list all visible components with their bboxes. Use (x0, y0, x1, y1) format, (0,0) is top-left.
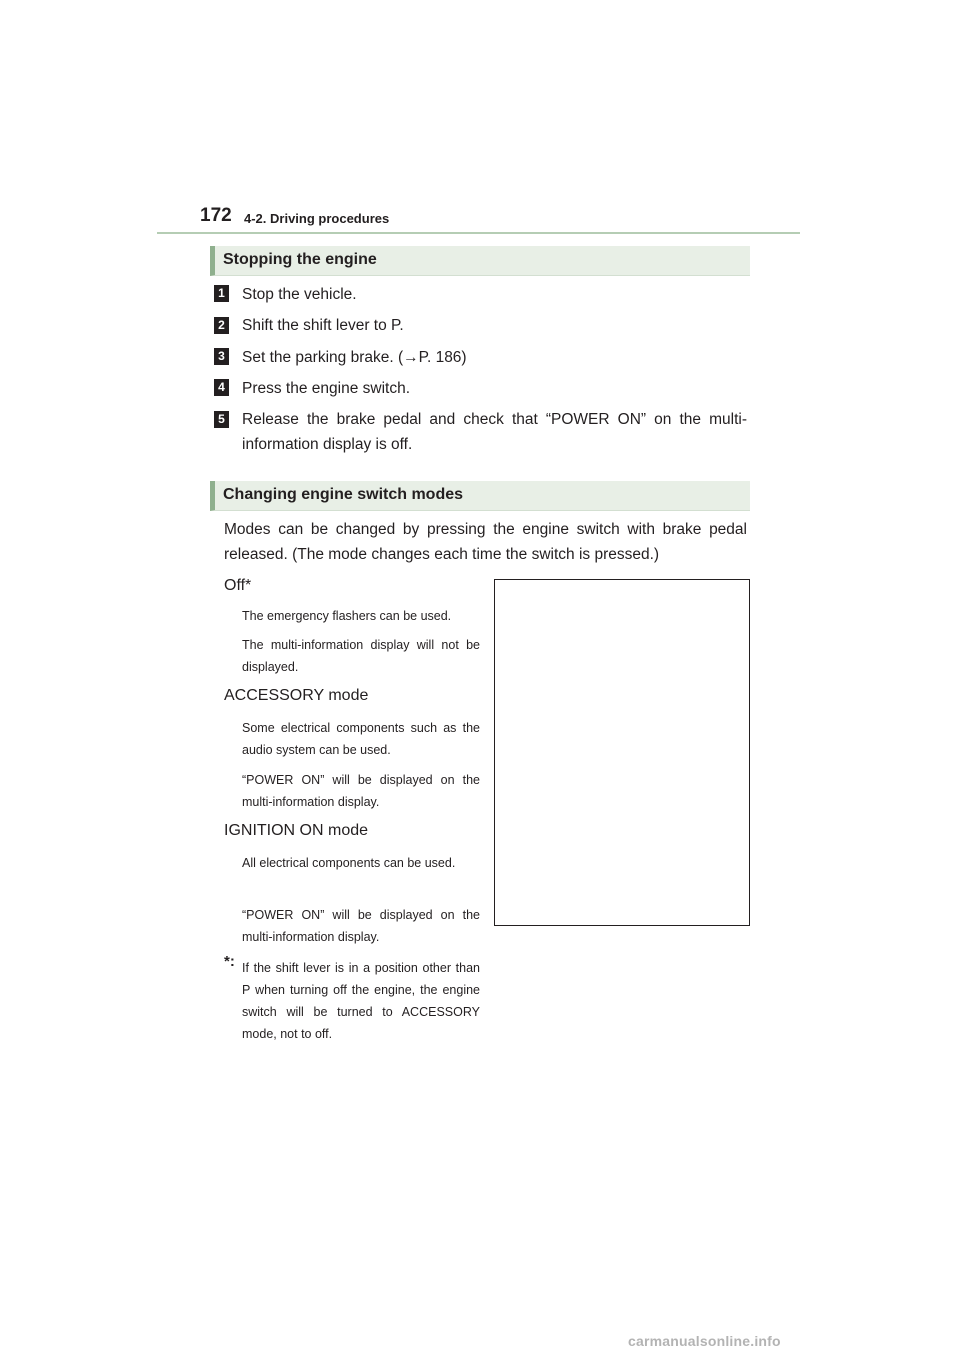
step-number-3: 3 (214, 348, 229, 365)
section-title: Changing engine switch modes (223, 486, 464, 503)
mode-desc-accessory-1: Some electrical components such as the audio system can be used. (242, 721, 480, 757)
page-number: 172 (200, 205, 232, 226)
intro-paragraph: Modes can be changed by pressing the engine switch with brake pedal released. (The mode changes each time the switch is pressed.) (224, 521, 747, 563)
mode-title-off: Off* (224, 577, 252, 594)
step-number-5: 5 (214, 411, 229, 428)
section-heading-changing-modes (210, 481, 750, 511)
step-text-1: Stop the vehicle. (242, 286, 357, 303)
mode-desc-off-1: The emergency flashers can be used. (242, 609, 452, 623)
mode-desc-accessory-2: “POWER ON” will be displayed on the multi-information display. (242, 773, 480, 809)
mode-desc-ignition-2: “POWER ON” will be displayed on the multi-information display. (242, 908, 480, 944)
step-number-4: 4 (214, 379, 229, 396)
section-title: Stopping the engine (223, 251, 377, 268)
mode-desc-off-2: The multi-information display will not be displayed. (242, 638, 480, 674)
mode-title-ignition-on: IGNITION ON mode (224, 822, 369, 839)
step-number-2: 2 (214, 317, 229, 334)
mode-desc-ignition-1: All electrical components can be used. (242, 856, 456, 870)
header-divider (157, 232, 800, 234)
step-text-2: Shift the shift lever to P. (242, 317, 404, 334)
step-text-4: Press the engine switch. (242, 380, 411, 397)
watermark: carmanualsonline.info (628, 1333, 781, 1349)
footnote-mark: *: (224, 953, 235, 970)
step-text-5: Release the brake pedal and check that “POWER ON” on the multi-information display is off. (242, 411, 747, 453)
engine-switch-illustration-frame (494, 579, 750, 926)
footnote-text: If the shift lever is in a position other than P when turning off the engine, the engine switch will be turned to ACCESSORY mode, not to off. (242, 961, 480, 1041)
chapter-title: 4-2. Driving procedures (244, 211, 390, 226)
mode-title-accessory: ACCESSORY mode (224, 687, 369, 704)
step-number-1: 1 (214, 285, 229, 302)
step-text-3: Set the parking brake. (→P. 186) (242, 349, 467, 366)
section-heading-stopping-engine (210, 246, 750, 276)
